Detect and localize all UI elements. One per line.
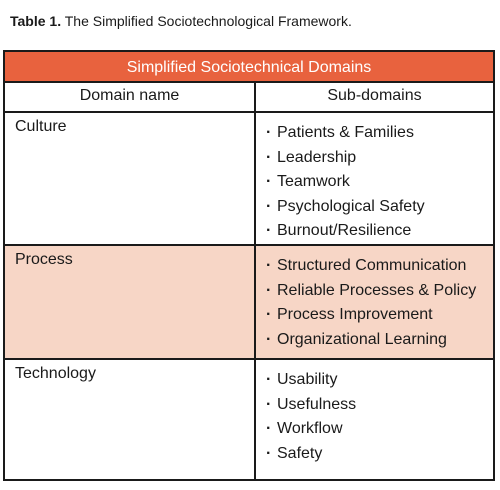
bullet-icon: ·: [266, 124, 272, 141]
domain-name-culture: Culture: [15, 118, 67, 135]
subdomain-label: Structured Communication: [277, 257, 467, 274]
bullet-icon: ·: [266, 306, 272, 323]
table-banner: Simplified Sociotechnical Domains: [5, 52, 493, 83]
list-item: [266, 195, 425, 220]
bullet-icon: ·: [266, 173, 272, 190]
bullet-icon: ·: [266, 395, 272, 413]
domain-cell: [5, 113, 256, 244]
subdomain-label: Reliable Processes & Policy: [277, 281, 477, 299]
subdomain-list: [266, 254, 476, 352]
list-item: [266, 170, 425, 195]
subdomain-label: Safety: [277, 444, 323, 462]
list-item: [266, 254, 476, 279]
list-item: [266, 368, 356, 393]
subdomain-label: Process Improvement: [277, 306, 433, 323]
caption-label: Table 1.: [10, 13, 62, 29]
domain-name-technology: Technology: [15, 365, 96, 382]
subdomains-cell: [256, 360, 493, 479]
list-item: [266, 303, 476, 328]
bullet-icon: ·: [266, 257, 272, 274]
bullet-icon: ·: [266, 222, 272, 239]
caption-text: The Simplified Sociotechnological Framework.: [64, 13, 352, 29]
domain-name-process: Process: [15, 251, 73, 268]
bullet-icon: ·: [266, 371, 272, 388]
list-item: [266, 328, 476, 353]
bullet-icon: ·: [266, 330, 272, 348]
subdomain-label: Usefulness: [277, 395, 357, 413]
subdomain-label: Workflow: [277, 420, 343, 437]
subdomain-label: Patients & Families: [277, 124, 414, 141]
list-item: [266, 442, 356, 467]
table-row-process: [5, 246, 493, 360]
subdomain-label: Organizational Learning: [277, 330, 447, 348]
subdomain-label: Psychological Safety: [277, 197, 425, 215]
table-caption: [10, 12, 352, 30]
list-item: [266, 121, 425, 146]
subdomain-label: Burnout/Resilience: [277, 222, 412, 239]
domain-cell: [5, 360, 256, 479]
bullet-icon: ·: [266, 148, 272, 166]
bullet-icon: ·: [266, 197, 272, 215]
table-row-culture: [5, 113, 493, 246]
subdomain-label: Teamwork: [277, 173, 350, 190]
list-item: [266, 146, 425, 171]
list-item: [266, 417, 356, 442]
list-item: [266, 219, 425, 244]
framework-table: [3, 50, 495, 481]
bullet-icon: ·: [266, 420, 272, 437]
subdomains-cell: [256, 113, 493, 244]
subdomain-list: [266, 121, 425, 244]
header-sub-domains: Sub-domains: [327, 87, 422, 104]
header-domain-name: Domain name: [5, 81, 256, 111]
table-row-technology: [5, 360, 493, 479]
subdomain-label: Leadership: [277, 148, 357, 166]
header-row: [5, 81, 493, 113]
subdomain-list: [266, 368, 356, 466]
list-item: [266, 393, 356, 418]
bullet-icon: ·: [266, 281, 272, 299]
bullet-icon: ·: [266, 444, 272, 462]
subdomains-cell: [256, 246, 493, 358]
subdomain-label: Usability: [277, 371, 338, 388]
list-item: [266, 279, 476, 304]
domain-cell: [5, 246, 256, 358]
